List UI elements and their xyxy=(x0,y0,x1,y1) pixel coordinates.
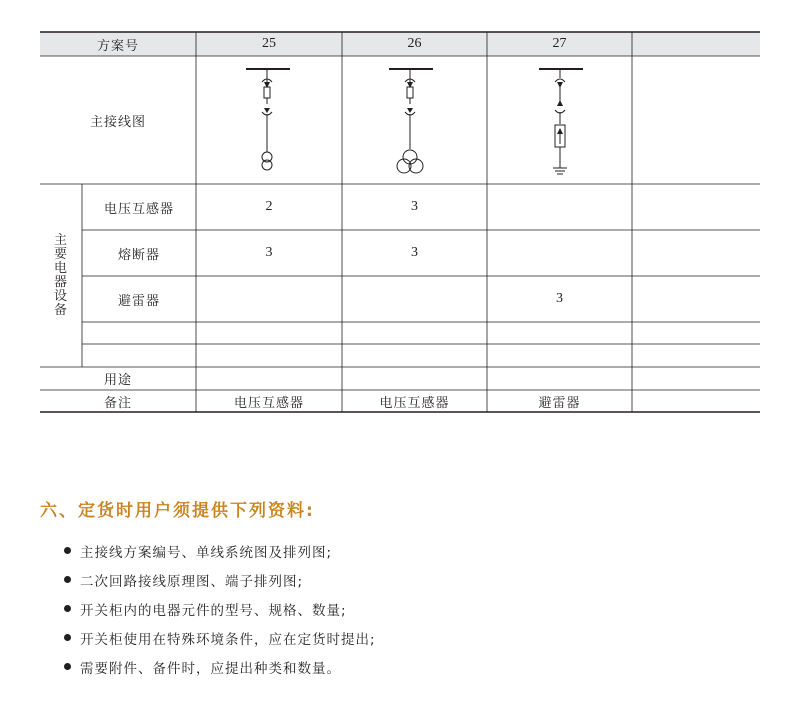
bullet-icon xyxy=(64,547,71,554)
main-wiring-diagram-label: 主接线图 xyxy=(89,114,146,130)
voltage-transformer-scheme-27 xyxy=(487,184,632,230)
equipment-row-voltage-transformer: 电压互感器 xyxy=(103,201,174,217)
list-item xyxy=(64,565,376,594)
list-item xyxy=(64,652,376,681)
group-label-char: 主 xyxy=(53,232,68,248)
requirements-list xyxy=(64,536,376,681)
list-item-text: 主接线方案编号、单线系统图及排列图; xyxy=(80,544,333,561)
remarks-scheme-26: 电压互感器 xyxy=(379,395,450,411)
fuse-scheme-27 xyxy=(487,230,632,276)
scheme-27-wiring-diagram xyxy=(487,56,632,184)
scheme-26-header: 26 xyxy=(407,36,422,51)
group-label-char: 电 xyxy=(53,260,68,276)
usage-label: 用途 xyxy=(103,373,132,388)
scheme-25-wiring-diagram xyxy=(196,56,342,184)
main-equipment-group-label xyxy=(40,184,82,367)
fuse-scheme-25: 3 xyxy=(265,245,273,260)
remarks-label: 备注 xyxy=(103,395,132,411)
surge-arrester-scheme-25 xyxy=(196,276,342,322)
bullet-icon xyxy=(64,605,71,612)
voltage-transformer-scheme-25: 2 xyxy=(265,199,273,214)
scheme-27-header: 27 xyxy=(552,36,567,51)
list-item-text: 开关柜内的电器元件的型号、规格、数量; xyxy=(80,602,347,619)
list-item-text: 需要附件、备件时，应提出种类和数量。 xyxy=(80,660,341,677)
group-label-char: 备 xyxy=(53,302,68,318)
surge-arrester-scheme-26 xyxy=(342,276,487,322)
list-item xyxy=(64,623,376,652)
list-item xyxy=(64,536,376,565)
scheme-25-header: 25 xyxy=(262,36,276,51)
bullet-icon xyxy=(64,576,71,583)
scheme-number-header: 方案号 xyxy=(96,38,139,54)
group-label-char: 要 xyxy=(53,246,68,262)
remarks-scheme-25: 电压互感器 xyxy=(233,395,304,411)
remarks-scheme-27: 避雷器 xyxy=(538,395,581,411)
voltage-transformer-scheme-26: 3 xyxy=(411,199,418,214)
equipment-row-fuse: 熔断器 xyxy=(117,247,160,263)
section-title: 六、定货时用户须提供下列资料: xyxy=(40,501,315,521)
group-label-char: 器 xyxy=(53,274,68,290)
bullet-icon xyxy=(64,663,71,670)
scheme-26-wiring-diagram xyxy=(342,56,487,184)
surge-arrester-scheme-27: 3 xyxy=(556,291,563,306)
list-item-text: 二次回路接线原理图、端子排列图; xyxy=(80,573,304,590)
equipment-row-surge-arrester: 避雷器 xyxy=(117,293,160,309)
list-item xyxy=(64,594,376,623)
group-label-char: 设 xyxy=(53,288,68,304)
fuse-scheme-26: 3 xyxy=(411,245,418,260)
list-item-text: 开关柜使用在特殊环境条件，应在定货时提出; xyxy=(80,631,376,648)
bullet-icon xyxy=(64,634,71,641)
main-equipment-group-text xyxy=(54,234,68,318)
